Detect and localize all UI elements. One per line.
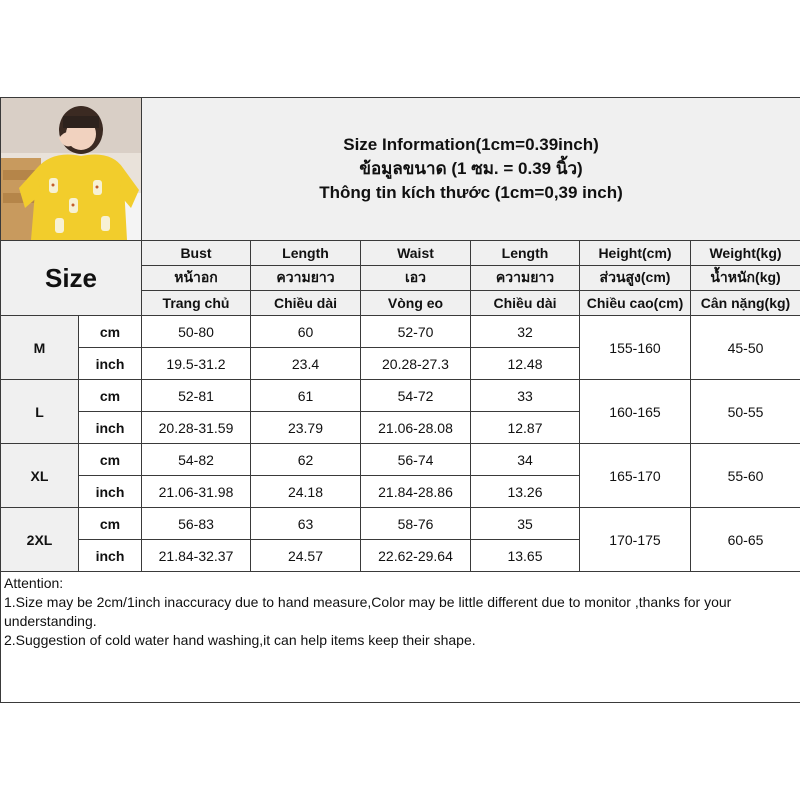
- unit-label: inch: [79, 540, 142, 572]
- bust-value: 20.28-31.59: [142, 412, 251, 444]
- header-length-2-vi: Chiều dài: [471, 291, 580, 316]
- unit-label: inch: [79, 412, 142, 444]
- table-row: [1, 508, 800, 540]
- header-weight: Weight(kg): [691, 241, 800, 266]
- unit-label: inch: [79, 476, 142, 508]
- title-vietnamese: Thông tin kích thước (1cm=0,39 inch): [319, 183, 623, 202]
- length-2-value: 32: [471, 316, 580, 348]
- header-bust-vi: Trang chủ: [142, 291, 251, 316]
- bust-value: 21.84-32.37: [142, 540, 251, 572]
- waist-value: 20.28-27.3: [361, 348, 471, 380]
- unit-label: cm: [79, 380, 142, 412]
- header-bust: Bust: [142, 241, 251, 266]
- header-length-thai: ความยาว: [251, 266, 361, 291]
- size-name: 2XL: [1, 508, 79, 572]
- waist-value: 21.84-28.86: [361, 476, 471, 508]
- waist-value: 58-76: [361, 508, 471, 540]
- title-english: Size Information(1cm=0.39inch): [343, 135, 599, 154]
- weight-value: 55-60: [691, 444, 800, 508]
- unit-label: inch: [79, 348, 142, 380]
- size-name: M: [1, 316, 79, 380]
- waist-value: 56-74: [361, 444, 471, 476]
- header-height-thai: ส่วนสูง(cm): [580, 266, 691, 291]
- size-info-title: [142, 98, 800, 241]
- header-waist-vi: Vòng eo: [361, 291, 471, 316]
- header-weight-thai: น้ำหนัก(kg): [691, 266, 800, 291]
- weight-value: 60-65: [691, 508, 800, 572]
- bust-value: 21.06-31.98: [142, 476, 251, 508]
- title-row: [1, 98, 800, 241]
- length-value: 62: [251, 444, 361, 476]
- length-2-value: 13.65: [471, 540, 580, 572]
- notes-heading: Attention:: [4, 575, 64, 591]
- bust-value: 52-81: [142, 380, 251, 412]
- title-thai: ข้อมูลขนาด (1 ซม. = 0.39 นิ้ว): [359, 159, 583, 178]
- note-item: 1.Size may be 2cm/1inch inaccuracy due to hand measure,Color may be little different due to monitor ,thanks for your understanding.: [4, 594, 732, 629]
- length-value: 24.18: [251, 476, 361, 508]
- pajama-photo-icon: [1, 98, 142, 240]
- height-value: 155-160: [580, 316, 691, 380]
- table-row: [1, 444, 800, 476]
- length-value: 23.79: [251, 412, 361, 444]
- height-value: 170-175: [580, 508, 691, 572]
- unit-label: cm: [79, 444, 142, 476]
- bust-value: 56-83: [142, 508, 251, 540]
- bust-value: 50-80: [142, 316, 251, 348]
- header-waist-thai: เอว: [361, 266, 471, 291]
- header-length-vi: Chiều dài: [251, 291, 361, 316]
- header-row-english: [1, 241, 800, 266]
- waist-value: 21.06-28.08: [361, 412, 471, 444]
- weight-value: 45-50: [691, 316, 800, 380]
- length-2-value: 35: [471, 508, 580, 540]
- header-length-2: Length: [471, 241, 580, 266]
- size-chart: [0, 97, 800, 703]
- length-2-value: 12.48: [471, 348, 580, 380]
- note-item: 2.Suggestion of cold water hand washing,it can help items keep their shape.: [4, 632, 476, 648]
- table-row: [1, 380, 800, 412]
- length-2-value: 13.26: [471, 476, 580, 508]
- header-length: Length: [251, 241, 361, 266]
- size-name: XL: [1, 444, 79, 508]
- unit-label: cm: [79, 316, 142, 348]
- length-value: 60: [251, 316, 361, 348]
- table-row: [1, 316, 800, 348]
- header-waist: Waist: [361, 241, 471, 266]
- length-2-value: 12.87: [471, 412, 580, 444]
- product-photo: [1, 98, 142, 241]
- size-column-label: Size: [1, 241, 142, 316]
- length-value: 23.4: [251, 348, 361, 380]
- height-value: 165-170: [580, 444, 691, 508]
- header-height-vi: Chiều cao(cm): [580, 291, 691, 316]
- header-height: Height(cm): [580, 241, 691, 266]
- waist-value: 54-72: [361, 380, 471, 412]
- header-weight-vi: Cân nặng(kg): [691, 291, 800, 316]
- attention-notes: [1, 572, 800, 703]
- height-value: 160-165: [580, 380, 691, 444]
- header-length-2-thai: ความยาว: [471, 266, 580, 291]
- length-2-value: 33: [471, 380, 580, 412]
- weight-value: 50-55: [691, 380, 800, 444]
- bust-value: 19.5-31.2: [142, 348, 251, 380]
- bust-value: 54-82: [142, 444, 251, 476]
- length-value: 63: [251, 508, 361, 540]
- header-bust-thai: หน้าอก: [142, 266, 251, 291]
- size-name: L: [1, 380, 79, 444]
- size-table: [0, 97, 800, 703]
- length-value: 24.57: [251, 540, 361, 572]
- length-value: 61: [251, 380, 361, 412]
- length-2-value: 34: [471, 444, 580, 476]
- waist-value: 22.62-29.64: [361, 540, 471, 572]
- notes-row: [1, 572, 800, 703]
- unit-label: cm: [79, 508, 142, 540]
- waist-value: 52-70: [361, 316, 471, 348]
